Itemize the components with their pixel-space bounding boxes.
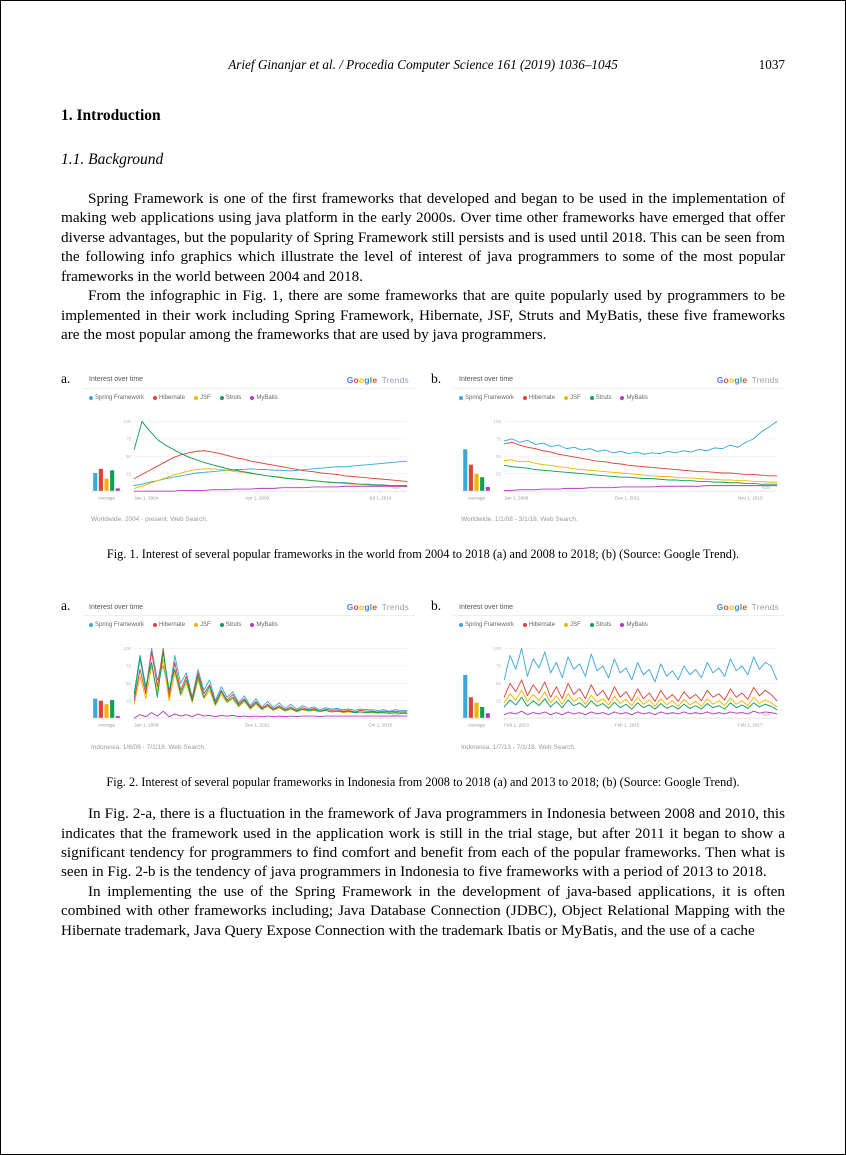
- legend-item: JSF: [194, 395, 211, 401]
- legend-dot: [459, 396, 463, 400]
- legend-dot: [620, 396, 624, 400]
- chart-footer: Worldwide. 1/1/08 - 3/1/18. Web Search.: [461, 516, 578, 524]
- google-trends-logo: Google Trends: [716, 374, 779, 385]
- legend-dot: [220, 623, 224, 627]
- chart-title: Interest over time: [459, 376, 514, 384]
- figure-2: [61, 598, 785, 755]
- svg-text:25: 25: [495, 698, 502, 704]
- figure-1a: [61, 371, 415, 528]
- google-trends-logo: Google Trends: [346, 602, 409, 613]
- svg-text:50: 50: [125, 681, 132, 687]
- subsection-heading-background: 1.1. Background: [61, 151, 164, 168]
- chart-header: [83, 598, 415, 616]
- chart-header: [83, 371, 415, 389]
- svg-text:Nov 1, 2015: Nov 1, 2015: [737, 494, 763, 500]
- legend-item: Struts: [220, 622, 242, 628]
- svg-text:Apr 1, 2009: Apr 1, 2009: [245, 494, 270, 500]
- legend-item: Spring Framework: [459, 622, 514, 628]
- legend-item: JSF: [564, 622, 581, 628]
- legend-dot: [564, 396, 568, 400]
- svg-text:25: 25: [125, 698, 132, 704]
- svg-text:50: 50: [495, 681, 502, 687]
- legend-item: MyBatis: [620, 395, 647, 401]
- running-head: Arief Ginanjar et al. / Procedia Computer Science 161 (2019) 1036–1045: [228, 57, 618, 72]
- svg-text:Jul 1, 2014: Jul 1, 2014: [368, 494, 392, 500]
- chart-footer: Indonesia. 1/7/13 - 7/1/18. Web Search.: [461, 744, 576, 752]
- figure-2a: [61, 598, 415, 755]
- figure-1b: [431, 371, 785, 528]
- svg-text:50: 50: [125, 453, 132, 459]
- svg-text:Feb 1, 2013: Feb 1, 2013: [504, 722, 529, 728]
- google-trends-chart-1b: [453, 371, 785, 528]
- chart-plot: [453, 403, 785, 516]
- google-trends-chart-2b: [453, 598, 785, 755]
- chart-svg: [455, 403, 783, 516]
- legend-item: JSF: [564, 395, 581, 401]
- svg-text:Jan 1, 2004: Jan 1, 2004: [134, 494, 159, 500]
- legend-item: Struts: [590, 622, 612, 628]
- paragraph-2: From the infographic in Fig. 1, there are some frameworks that are quite popularly used by programmers to be implemented in their work including Spring Framework, Hibernate, JSF, Struts and MyBatis, these five frameworks are the most popular among the frameworks that are used by java programmers.: [61, 287, 785, 344]
- paragraph-4: In implementing the use of the Spring Framework in the development of java-based applications, it is often combined with other frameworks including; Java Database Connection (JDBC), Object Relational Mapping with the Hibernate trademark, Java Query Expose Connection with the trademark Ibatis or MyBatis, and the use of a cache: [61, 882, 785, 939]
- svg-text:Feb 1, 2017: Feb 1, 2017: [737, 722, 763, 728]
- legend-dot: [523, 396, 527, 400]
- chart-svg: [455, 630, 783, 743]
- chart-legend: [453, 389, 785, 403]
- legend-item: MyBatis: [250, 395, 277, 401]
- legend-dot: [523, 623, 527, 627]
- svg-text:Dec 1, 2011: Dec 1, 2011: [614, 494, 640, 500]
- page-header: [61, 57, 785, 77]
- legend-dot: [220, 396, 224, 400]
- legend-dot: [89, 623, 93, 627]
- chart-svg: [85, 630, 413, 743]
- svg-text:Jan 1, 2008: Jan 1, 2008: [504, 494, 529, 500]
- legend-item: Spring Framework: [89, 622, 144, 628]
- legend-dot: [194, 623, 198, 627]
- svg-text:25: 25: [125, 470, 132, 476]
- figure-2-caption: Fig. 2. Interest of several popular frameworks in Indonesia from 2008 to 2018 (a) and 2013 to 2018; (b) (Source: Google Trend).: [106, 775, 740, 790]
- google-trends-chart-1a: [83, 371, 415, 528]
- legend-item: Struts: [220, 395, 242, 401]
- chart-title: Interest over time: [89, 376, 144, 384]
- paragraph-1: Spring Framework is one of the first frameworks that developed and began to be used in the implementation of making web applications using java platform in the early 2000s. Over time other frameworks have emerged that offer diverse advantages, but the popularity of Spring Framework still persists and is used until 2018. This can be seen from the following info graphics which illustrate the level of interest of java programmers to some of the most popular frameworks in the world between 2004 and 2018.: [61, 190, 785, 285]
- legend-item: JSF: [194, 622, 211, 628]
- chart-svg: [85, 403, 413, 516]
- legend-dot: [89, 396, 93, 400]
- svg-text:Jan 1, 2008: Jan 1, 2008: [134, 722, 159, 728]
- legend-dot: [564, 623, 568, 627]
- chart-header: [453, 371, 785, 389]
- figure-1a-label: a.: [61, 370, 71, 386]
- svg-text:50: 50: [495, 453, 502, 459]
- svg-text:25: 25: [495, 470, 502, 476]
- svg-text:75: 75: [495, 436, 502, 442]
- svg-text:Oct 1, 2015: Oct 1, 2015: [368, 722, 393, 728]
- chart-title: Interest over time: [459, 603, 514, 611]
- svg-text:Average: Average: [97, 494, 116, 500]
- google-trends-logo: Google Trends: [716, 602, 779, 613]
- page-number: 1037: [758, 57, 785, 72]
- paragraph-3: In Fig. 2-a, there is a fluctuation in the framework of Java programmers in Indonesia between 2008 and 2010, this indicates that the framework used in the application work is still in the trial stage, but after 2011 it began to show a significant tendency for programmers to find comfort and benefit from each of the popular frameworks. Then what is seen in Fig. 2-b is the tendency of java programmers in Indonesia to five frameworks with a period of 2013 to 2018.: [61, 805, 785, 881]
- svg-text:100: 100: [493, 646, 502, 652]
- figure-2b: [431, 598, 785, 755]
- chart-title: Interest over time: [89, 603, 144, 611]
- chart-plot: [83, 403, 415, 516]
- chart-plot: [83, 630, 415, 743]
- figure-2b-label: b.: [431, 598, 442, 614]
- legend-dot: [459, 623, 463, 627]
- svg-text:75: 75: [495, 663, 502, 669]
- legend-item: Spring Framework: [89, 395, 144, 401]
- figure-1: [61, 371, 785, 528]
- svg-text:Note: Note: [392, 712, 401, 718]
- svg-text:100: 100: [123, 418, 132, 424]
- chart-footer: Worldwide. 2004 - present. Web Search.: [91, 516, 208, 524]
- google-trends-logo: Google Trends: [346, 374, 409, 385]
- legend-item: Struts: [590, 395, 612, 401]
- svg-text:Note: Note: [392, 484, 401, 490]
- legend-dot: [250, 396, 254, 400]
- figure-2a-label: a.: [61, 598, 71, 614]
- svg-text:Average: Average: [97, 722, 116, 728]
- legend-item: MyBatis: [250, 622, 277, 628]
- legend-dot: [194, 396, 198, 400]
- legend-item: Hibernate: [523, 622, 555, 628]
- legend-dot: [620, 623, 624, 627]
- svg-text:Note: Note: [762, 712, 771, 718]
- figure-1b-label: b.: [431, 370, 442, 386]
- svg-text:Average: Average: [467, 722, 486, 728]
- chart-legend: [83, 389, 415, 403]
- svg-text:Feb 1, 2015: Feb 1, 2015: [614, 722, 640, 728]
- chart-plot: [453, 630, 785, 743]
- svg-text:75: 75: [125, 436, 132, 442]
- svg-text:Average: Average: [467, 494, 486, 500]
- svg-text:Note: Note: [762, 484, 771, 490]
- chart-legend: [83, 616, 415, 630]
- chart-footer: Indonesia. 1/6/08 - 7/1/18. Web Search.: [91, 744, 206, 752]
- legend-dot: [250, 623, 254, 627]
- chart-header: [453, 598, 785, 616]
- legend-item: Hibernate: [153, 395, 185, 401]
- svg-text:75: 75: [125, 663, 132, 669]
- svg-text:100: 100: [123, 646, 132, 652]
- svg-text:100: 100: [493, 418, 502, 424]
- section-heading-introduction: 1. Introduction: [61, 107, 161, 124]
- google-trends-chart-2a: [83, 598, 415, 755]
- legend-item: MyBatis: [620, 622, 647, 628]
- legend-item: Hibernate: [523, 395, 555, 401]
- chart-legend: [453, 616, 785, 630]
- legend-dot: [153, 396, 157, 400]
- figure-1-caption: Fig. 1. Interest of several popular frameworks in the world from 2004 to 2018 (a) and 2008 to 2018; (b) (Source: Google Trend).: [106, 547, 740, 562]
- legend-item: Hibernate: [153, 622, 185, 628]
- legend-dot: [590, 396, 594, 400]
- legend-dot: [153, 623, 157, 627]
- svg-text:Dec 1, 2011: Dec 1, 2011: [244, 722, 270, 728]
- legend-dot: [590, 623, 594, 627]
- legend-item: Spring Framework: [459, 395, 514, 401]
